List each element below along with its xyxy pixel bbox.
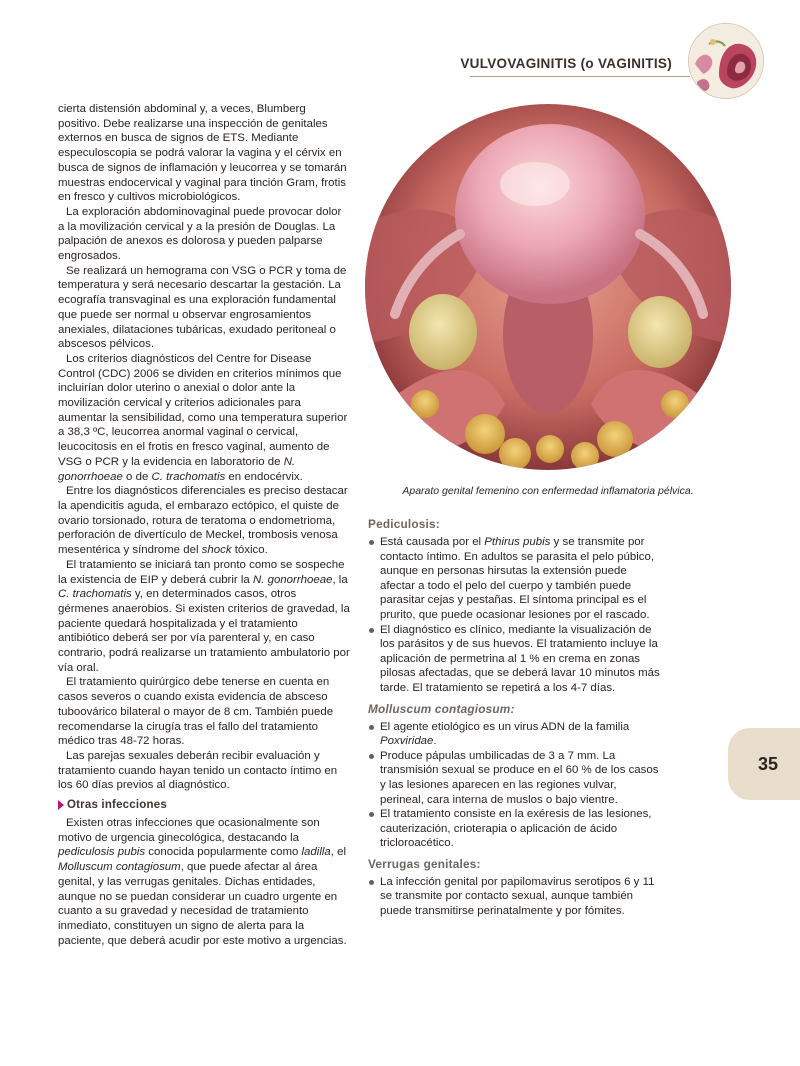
bullet-list [368, 875, 660, 919]
page-number-tab [728, 728, 800, 800]
paragraph: Existen otras infecciones que ocasionalmente son motivo de urgencia ginecológica, destacando la pediculosis pubis conocida popularmente como ladilla, el Molluscum contagiosum, que puede afectar al área genital, y las verrugas genitales. Dichas entidades, aunque no se puedan considerar un cuadro urgente en cuanto a su gravedad y necesidad de tratamiento inmediato, constituyen un signo de alerta para la paciente, que deberá acudir por este motivo a urgencias. [58, 817, 347, 947]
paragraph: El tratamiento quirúrgico debe tenerse en cuenta en casos severos o cuando exista evidencia de absceso tuboovárico bilateral o mayor de 8 cm. También puede recomendarse la cirugía tras el fallo del tratamiento médico tras 48-72 horas. [58, 676, 334, 748]
paragraph: Las parejas sexuales deberán recibir evaluación y tratamiento cuando hayan tenido un contacto íntimo en los 60 días previos al diagnóstico. [58, 749, 338, 792]
page-number: 35 [757, 753, 779, 774]
subsection-heading: Verrugas genitales: [368, 856, 481, 871]
list-item: Produce pápulas umbilicadas de 3 a 7 mm. La transmisión sexual se produce en el 60 % de los casos y las lesiones aparecen en las regiones vulvar, perineal, cara interna de muslos o bajo vientre. [368, 749, 660, 807]
list-item: El diagnóstico es clínico, mediante la visualización de los parásitos y de sus huevos. El tratamiento incluye la aplicación de permetrina al 1 % en crema en zonas pilosas afectadas, que se deberá lavar 10 minutos más tarde. El tratamiento se repetirá a los 4-7 días. [368, 623, 660, 696]
list-item: La infección genital por papilomavirus serotipos 6 y 11 se transmite por contacto sexual, aunque también puede transmitirse perinatalmente y por fómites. [368, 875, 660, 919]
figure-caption: Aparato genital femenino con enfermedad inflamatoria pélvica. [402, 485, 694, 497]
subsection-heading: Molluscum contagiosum: [368, 701, 515, 716]
subsection-heading: Pediculosis: [368, 517, 440, 531]
left-column [58, 102, 350, 948]
paragraph: Los criterios diagnósticos del Centre for Disease Control (CDC) 2006 se dividen en criterios mínimos que incluirían dolor uterino o anexial o dolor ante la movilización cervical y criterios adicionales para aumentar la sensibilidad, como una temperatura superior a 38,3 ºC, leucorrea anormal vaginal o cervical, leucocitosis en el frotis en fresco vaginal, aumento de VSG o PCR y la evidencia en laboratorio de N. gonorrhoeae o de C. trachomatis en endocérvix. [58, 352, 348, 483]
list-item: El agente etiológico es un virus ADN de la familia Poxviridae. [368, 720, 660, 749]
paragraph: El tratamiento se iniciará tan pronto como se sospeche la existencia de EIP y deberá cubrir la N. gonorrhoeae, la C. trachomatis y, en determinados casos, otros gérmenes anaerobios. Si existen criterios de gravedad, la paciente quedará hospitalizada y el tratamiento antibiótico deberá ser por vía parenteral y, en caso contrario, podrá realizarse un tratamiento ambulatorio por vía oral. [58, 558, 350, 674]
paragraph: Entre los diagnósticos diferenciales es preciso destacar la apendicitis aguda, el embarazo ectópico, el quiste de ovario torsionado, rotura de teratoma o endometrioma, perforación de divertículo de Meckel, trombosis venosa mesentérica y síndrome del shock tóxico. [58, 485, 348, 557]
section-heading: Otras infecciones [58, 799, 350, 811]
list-item: El tratamiento consiste en la exéresis de las lesiones, cauterización, crioterapia o aplicación de ácido tricloroacético. [368, 807, 660, 851]
uterus-illustration-icon [688, 23, 764, 99]
pelvic-anatomy-illustration [365, 104, 731, 470]
triangle-bullet-icon [58, 800, 64, 810]
bullet-list [368, 720, 660, 851]
running-header-title: VULVOVAGINITIS (o VAGINITIS) [460, 56, 672, 71]
bullet-list [368, 535, 660, 696]
paragraph: cierta distensión abdominal y, a veces, Blumberg positivo. Debe realizarse una inspección de genitales externos en busca de signos de ETS. Mediante especuloscopia se podrá valorar la vagina y el cérvix en busca de signos de inflamación y leucorrea y se tomarán muestras endocervical y vaginal para tinción Gram, frotis en fresco y cultivos microbiológicos. [58, 103, 347, 204]
header-rule [470, 76, 690, 77]
paragraph: Se realizará un hemograma con VSG o PCR y toma de temperatura y será necesario descartar la gestación. La ecografía transvaginal es una exploración fundamental que puede ser normal u observar engrosamientos anexiales, dilataciones tubáricas, exudado peritoneal o abscesos pélvicos. [58, 264, 347, 351]
right-column [368, 517, 660, 925]
list-item: Está causada por el Pthirus pubis y se transmite por contacto íntimo. En adultos se parasita el pelo púbico, aunque en personas hirsutas la extensión puede afectar a todo el pelo del cuerpo y también puede parasitar cejas y pestañas. El síntoma principal es el prurito, que puede ocasionar lesiones por el rascado. [368, 535, 660, 623]
paragraph: La exploración abdominovaginal puede provocar dolor a la movilización cervical y a la presión de Douglas. La palpación de anexos es dolorosa y pueden palparse engrosados. [58, 205, 342, 263]
